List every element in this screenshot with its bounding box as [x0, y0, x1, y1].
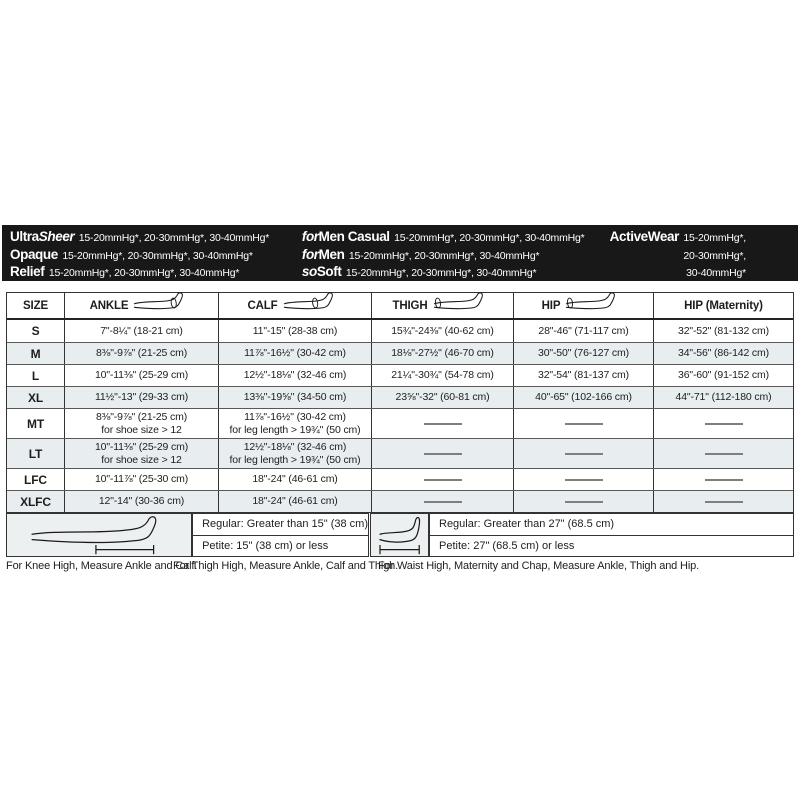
product-line — [10, 229, 302, 247]
column-header-hip — [514, 293, 654, 318]
hip-cell — [514, 491, 654, 512]
ankle-cell — [65, 320, 219, 342]
measuring-instructions — [6, 560, 796, 575]
maternity-cell — [654, 439, 793, 468]
maternity-cell — [654, 491, 793, 512]
petite-length-text: Petite: 15" (38 cm) or less — [202, 539, 329, 552]
table-row — [7, 408, 793, 438]
product-line — [302, 229, 610, 247]
measurement-text: for shoe size > 12 — [101, 423, 182, 436]
product-line — [10, 264, 302, 282]
brand-name: for — [301, 246, 319, 262]
measurement-text: 12½"-18⅛" (32-46 cm) — [243, 369, 347, 381]
measurement-text: 11½"-13" (29-33 cm) — [94, 391, 189, 403]
column-header-maternity — [654, 293, 793, 318]
product-line — [302, 247, 610, 265]
hip-cell — [514, 343, 654, 364]
table-header-row — [7, 293, 793, 320]
knee-length-rows — [193, 514, 368, 556]
maternity-cell — [654, 320, 793, 342]
brand-name: Men — [318, 246, 345, 262]
waist-length-rows — [430, 514, 793, 556]
brand-group-2 — [610, 229, 798, 281]
size-label: XL — [7, 387, 65, 408]
measurement-text: 32"-52" (81-132 cm) — [678, 324, 769, 337]
calf-cell — [219, 365, 372, 386]
measurement-text: 21¼"-30¾" (54-78 cm) — [391, 369, 494, 381]
pressure-ratings: 15-20mmHg*, — [683, 232, 746, 244]
maternity-cell — [654, 365, 793, 386]
measurement-text: 32"-54" (81-137 cm) — [538, 369, 629, 381]
measurement-text: 30"-50" (76-127 cm) — [538, 347, 629, 359]
measurement-text: 36"-60" (91-152 cm) — [678, 369, 769, 381]
size-label: LFC — [7, 469, 65, 490]
knee-length-guide — [6, 513, 369, 557]
calf-cell — [219, 439, 372, 468]
measurement-text: for shoe size > 12 — [101, 453, 182, 466]
empty-dash — [565, 501, 603, 503]
column-header-ankle — [65, 293, 219, 318]
product-line — [610, 229, 746, 247]
knee-high-note: For Knee High, Measure Ankle and Calf. — [6, 560, 198, 572]
brand-group-0 — [10, 229, 302, 281]
ankle-cell — [65, 469, 219, 490]
column-header-label: CALF — [247, 299, 278, 312]
empty-dash — [705, 501, 743, 503]
empty-dash — [705, 423, 743, 425]
table-row — [7, 490, 793, 512]
calf-cell — [219, 343, 372, 364]
measurement-text: 10"-11⅜" (25-29 cm) — [94, 369, 189, 381]
ankle-cell — [65, 409, 219, 438]
table-row — [7, 386, 793, 408]
column-header-label: HIP (Maternity) — [684, 299, 763, 312]
hip-cell — [514, 387, 654, 408]
ankle-cell — [65, 439, 219, 468]
thigh-cell — [372, 343, 514, 364]
measurement-text: 13⅜"-19⅝" (34-50 cm) — [243, 391, 347, 403]
column-header-size — [7, 293, 65, 318]
measurement-text: 23⅝"-32" (60-81 cm) — [395, 391, 490, 403]
column-header-calf — [219, 293, 372, 318]
measurement-text: 12½"-18⅛" (32-46 cm) — [243, 440, 347, 453]
empty-dash — [705, 453, 743, 455]
pressure-ratings: 15-20mmHg*, 20-30mmHg*, 30-40mmHg* — [78, 232, 270, 244]
brand-name: so — [301, 264, 317, 279]
measurement-text: for leg length > 19¾" (50 cm) — [229, 453, 361, 466]
calf-cell — [219, 409, 372, 438]
pressure-ratings: 15-20mmHg*, 20-30mmHg*, 30-40mmHg* — [394, 232, 585, 244]
measurement-text: 28"-46" (71-117 cm) — [538, 324, 629, 337]
measurement-text: 12"-14" (30-36 cm) — [98, 495, 185, 507]
brand-bar — [2, 225, 798, 281]
waist-length-leg-icon — [371, 514, 430, 556]
brand-name: for — [301, 229, 319, 244]
maternity-cell — [654, 469, 793, 490]
leg-calf-icon — [283, 291, 343, 315]
empty-dash — [424, 453, 462, 455]
table-row — [7, 342, 793, 364]
column-header-label: THIGH — [392, 299, 428, 312]
thigh-cell — [372, 365, 514, 386]
measurement-text: 34"-56" (86-142 cm) — [678, 347, 769, 359]
measurement-text: 18"-24" (46-61 cm) — [252, 473, 338, 485]
regular-length-row — [430, 514, 793, 536]
regular-length-row — [193, 514, 368, 536]
hip-cell — [514, 439, 654, 468]
brand-name: Ultra — [10, 229, 39, 244]
knee-length-leg-icon — [7, 514, 193, 556]
size-label: MT — [7, 409, 65, 438]
hip-cell — [514, 320, 654, 342]
ankle-cell — [65, 343, 219, 364]
calf-cell — [219, 491, 372, 512]
measurement-text: 11⅞"-16½" (30-42 cm) — [244, 347, 346, 359]
calf-cell — [219, 387, 372, 408]
thigh-cell — [372, 320, 514, 342]
pressure-ratings: 30-40mmHg* — [686, 267, 746, 279]
measurement-text: 8⅜"-9⅞" (21-25 cm) — [95, 347, 188, 359]
pressure-ratings: 15-20mmHg*, 20-30mmHg*, 30-40mmHg* — [62, 249, 253, 262]
hip-cell — [514, 365, 654, 386]
leg-thigh-icon — [433, 291, 493, 315]
thigh-cell — [372, 491, 514, 512]
measurement-text: 7"-8¼" (18-21 cm) — [100, 324, 183, 337]
calf-cell — [219, 469, 372, 490]
brand-group-1 — [302, 229, 610, 281]
pressure-ratings: 15-20mmHg*, 20-30mmHg*, 30-40mmHg* — [348, 249, 540, 262]
maternity-cell — [654, 343, 793, 364]
empty-dash — [424, 501, 462, 503]
leg-hip-icon — [565, 291, 625, 315]
measurement-text: 44"-71" (112-180 cm) — [675, 391, 772, 403]
product-line — [302, 264, 610, 282]
column-header-thigh — [372, 293, 514, 318]
ankle-cell — [65, 387, 219, 408]
sizing-table — [6, 292, 794, 513]
pressure-ratings: 15-20mmHg*, 20-30mmHg*, 30-40mmHg* — [48, 267, 240, 279]
column-header-label: ANKLE — [89, 299, 129, 312]
measurement-text: 15¾"-24⅜" (40-62 cm) — [391, 324, 494, 337]
maternity-cell — [654, 387, 793, 408]
measurement-text: 18"-24" (46-61 cm) — [252, 495, 338, 507]
measurement-text: for leg length > 19¾" (50 cm) — [229, 423, 361, 436]
thigh-high-note: For Thigh High, Measure Ankle, Calf and Thigh. — [173, 560, 399, 572]
brand-name: Sheer — [38, 229, 75, 244]
empty-dash — [565, 423, 603, 425]
size-label: LT — [7, 439, 65, 468]
measurement-text: 10"-11⅜" (25-29 cm) — [94, 440, 189, 453]
empty-dash — [424, 479, 462, 481]
thigh-cell — [372, 469, 514, 490]
empty-dash — [705, 479, 743, 481]
size-label: S — [7, 320, 65, 342]
calf-cell — [219, 320, 372, 342]
brand-name: ActiveWear — [609, 229, 679, 244]
petite-length-row — [193, 536, 368, 557]
column-header-label: HIP — [541, 299, 561, 312]
regular-length-text: Regular: Greater than 15" (38 cm) — [202, 518, 368, 531]
thigh-cell — [372, 409, 514, 438]
hip-cell — [514, 469, 654, 490]
petite-length-row — [430, 536, 793, 557]
table-row — [7, 438, 793, 468]
measurement-text: 11"-15" (28-38 cm) — [252, 324, 338, 337]
empty-dash — [565, 453, 603, 455]
hip-cell — [514, 409, 654, 438]
product-line — [610, 247, 746, 265]
table-row — [7, 468, 793, 490]
measurement-text: 8⅜"-9⅞" (21-25 cm) — [95, 410, 188, 423]
size-label: M — [7, 343, 65, 364]
pressure-ratings: 15-20mmHg*, 20-30mmHg*, 30-40mmHg* — [345, 267, 537, 279]
waist-length-guide — [370, 513, 794, 557]
waist-high-note: For Waist High, Maternity and Chap, Measure Ankle, Thigh and Hip. — [378, 560, 700, 572]
pressure-ratings: 20-30mmHg*, — [683, 249, 746, 262]
thigh-cell — [372, 387, 514, 408]
measurement-text: 18⅛"-27½" (46-70 cm) — [391, 347, 494, 359]
measurement-text: 11⅞"-16½" (30-42 cm) — [244, 410, 346, 423]
ankle-cell — [65, 365, 219, 386]
measurement-text: 10"-11⅞" (25-30 cm) — [94, 473, 189, 485]
brand-name: Soft — [316, 264, 342, 279]
brand-name: Opaque — [10, 246, 58, 262]
measurement-text: 40"-65" (102-166 cm) — [535, 391, 632, 403]
size-label: XLFC — [7, 491, 65, 512]
table-row — [7, 320, 793, 342]
petite-length-text: Petite: 27" (68.5 cm) or less — [439, 539, 575, 552]
leg-ankle-icon — [133, 291, 193, 315]
brand-name: Relief — [10, 264, 45, 279]
empty-dash — [565, 479, 603, 481]
table-row — [7, 364, 793, 386]
ankle-cell — [65, 491, 219, 512]
brand-name: Men Casual — [318, 229, 390, 244]
thigh-cell — [372, 439, 514, 468]
product-line — [610, 264, 746, 282]
maternity-cell — [654, 409, 793, 438]
size-label: L — [7, 365, 65, 386]
regular-length-text: Regular: Greater than 27" (68.5 cm) — [439, 518, 615, 531]
column-header-label: SIZE — [23, 299, 48, 312]
empty-dash — [424, 423, 462, 425]
product-line — [10, 247, 302, 265]
